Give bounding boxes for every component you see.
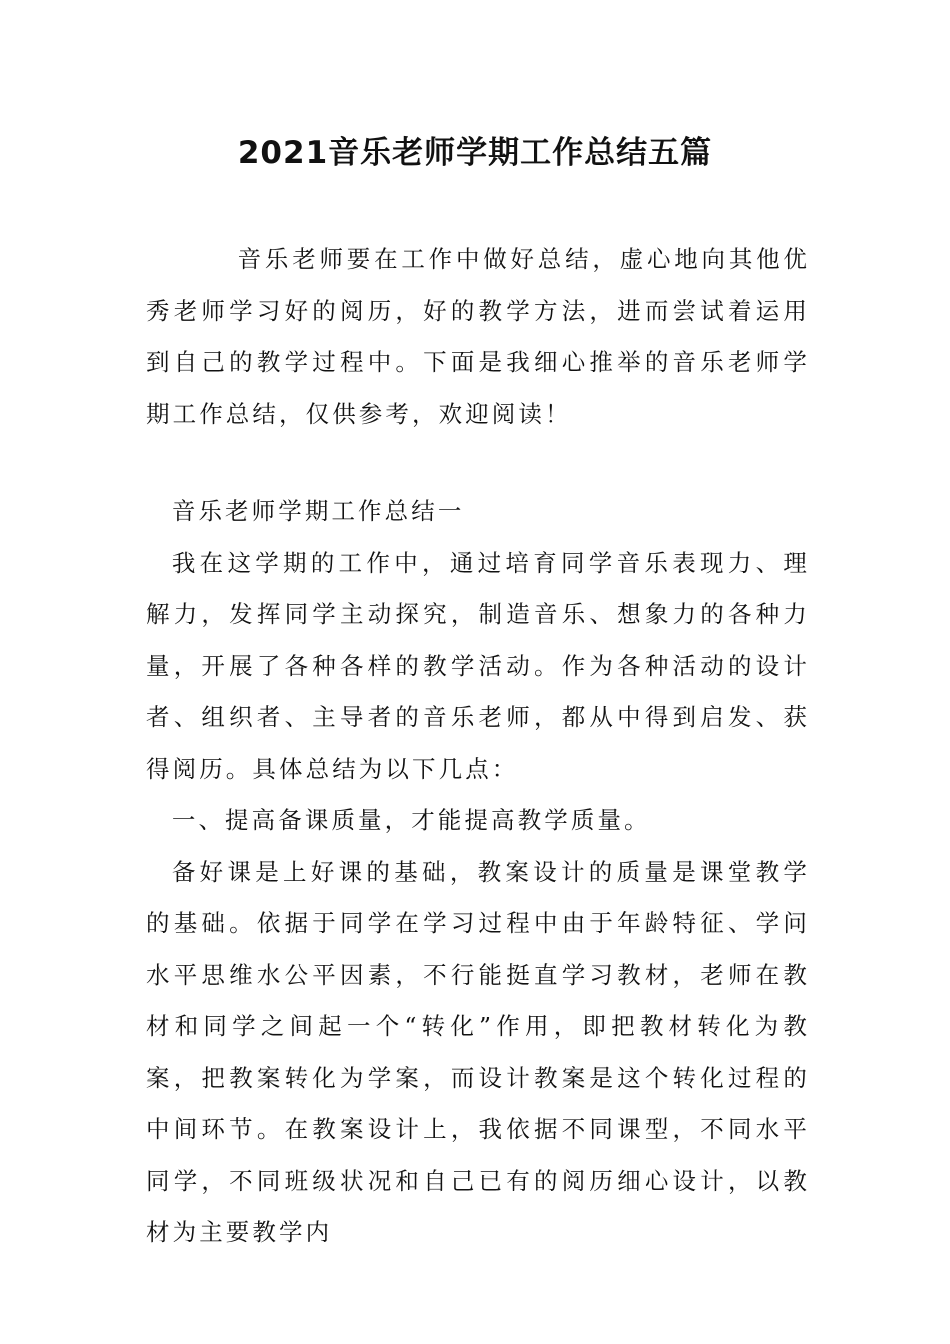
subheading-paragraph: 一、提高备课质量，才能提高教学质量。 [171,806,651,834]
intro-paragraph: 音乐老师要在工作中做好总结，虚心地向其他优秀老师学习好的阅历，好的教学方法，进而尝试着运用到自己的教学过程中。下面是我细心推举的音乐老师学期工作总结，仅供参考，欢迎阅读！ [146,245,810,428]
body-block [146,486,810,1259]
body-paragraph: 我在这学期的工作中，通过培育同学音乐表现力、理解力，发挥同学主动探究，制造音乐、想象力的各种力量，开展了各种各样的教学活动。作为各种活动的设计者、组织者、主导者的音乐老师，都从中得到启发、获得阅历。具体总结为以下几点： [146,548,810,783]
body-paragraph: 备好课是上好课的基础，教案设计的质量是课堂教学的基础。依据于同学在学习过程中由于年龄特征、学问水平思维水公平因素，不行能挺直学习教材，老师在教材和同学之间起一个“转化”作用，即把教材转化为教案，把教案转化为学案，而设计教案是这个转化过程的中间环节。在教案设计上，我依据不同课型，不同水平同学，不同班级状况和自己已有的阅历细心设计，以教材为主要教学内 [146,857,810,1246]
intro-block [146,234,810,440]
document-title: 2021音乐老师学期工作总结五篇 [237,135,713,171]
section-heading: 音乐老师学期工作总结一 [171,497,465,525]
